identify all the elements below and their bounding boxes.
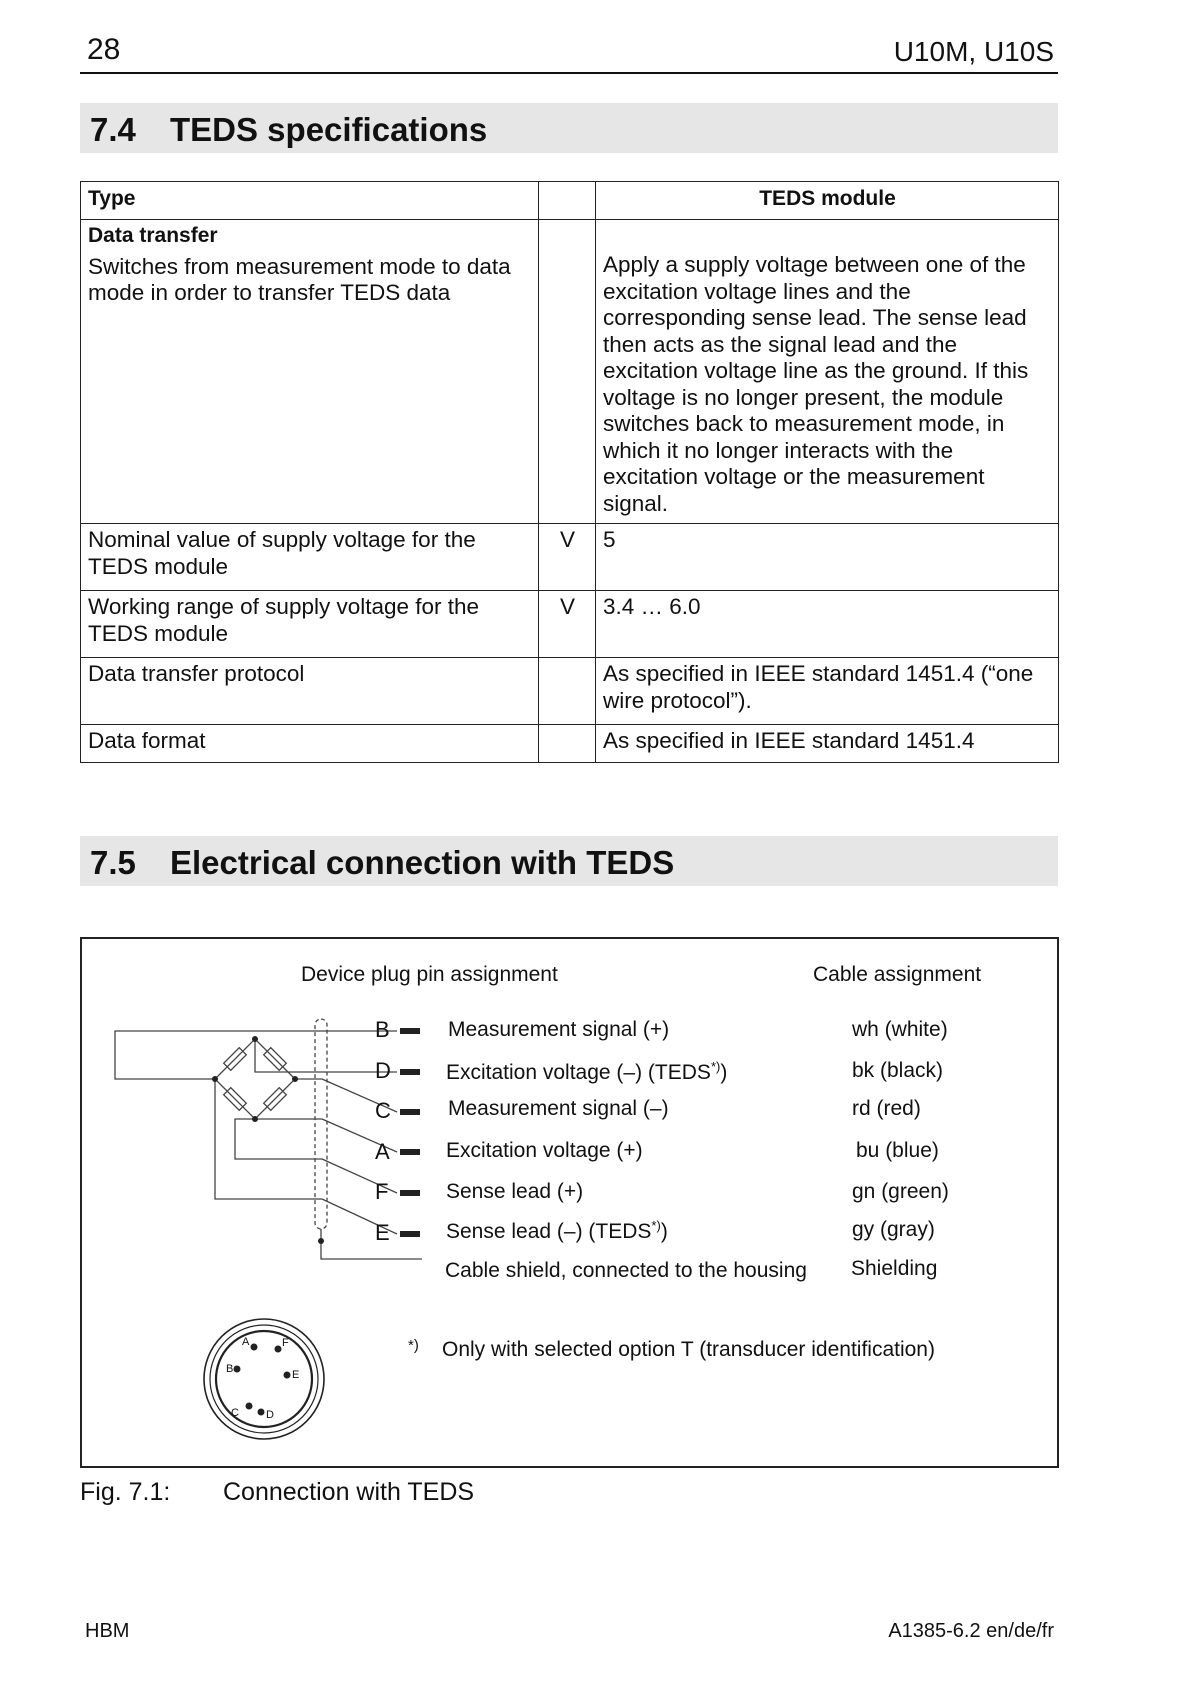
header-teds-module: TEDS module (596, 182, 1059, 220)
table-row (81, 220, 1059, 524)
footer-brand: HBM (85, 1620, 130, 1642)
pin-letter: A (375, 1139, 390, 1164)
row-unit (539, 658, 596, 725)
row-value: Apply a supply voltage between one of the excitation voltage lines and the corresponding sense lead. The sense lead then acts as the signal lead and the excitation voltage line as the ground. If this voltage is no longer present, the module switches back to measurement mode, in which it no longer interacts with the excitation voltage or the measurement signal. (596, 220, 1059, 524)
footnote-marker: *) (651, 1218, 661, 1233)
section-title: TEDS specifications (170, 111, 488, 148)
cable-color: rd (red) (852, 1097, 921, 1120)
row-value: As specified in IEEE standard 1451.4 (“one wire protocol”). (596, 658, 1059, 725)
footnote-marker: *) (710, 1059, 721, 1074)
row-value: 5 (596, 524, 1059, 591)
figure-caption-number: Fig. 7.1: (80, 1478, 171, 1506)
table-header-row (81, 182, 1059, 220)
row-unit (539, 725, 596, 763)
footnote-mark: *) (408, 1337, 419, 1354)
connector-label: B (226, 1363, 234, 1375)
cable-color: bk (black) (852, 1059, 944, 1082)
section-7-4-heading (80, 103, 1058, 153)
pin-letter: F (375, 1179, 389, 1204)
row-label: Nominal value of supply voltage for the TEDS module (81, 524, 539, 591)
connector-label: A (242, 1336, 250, 1348)
pin-assignment-header: Device plug pin assignment (301, 963, 558, 986)
pin-function: Measurement signal (+) (448, 1018, 670, 1041)
pin-letter: D (375, 1058, 391, 1083)
row-value: As specified in IEEE standard 1451.4 (596, 725, 1059, 763)
section-number: 7.5 (90, 844, 136, 881)
shield-function: Cable shield, connected to the housing (445, 1259, 807, 1282)
row-heading: Data transfer (88, 224, 218, 247)
row-label: Data format (81, 725, 539, 763)
table-row (81, 591, 1059, 658)
pin-function: Measurement signal (–) (448, 1097, 669, 1120)
connector-label: C (231, 1407, 239, 1419)
model-name: U10M, U10S (893, 36, 1054, 67)
row-value: 3.4 … 6.0 (596, 591, 1059, 658)
cable-color: gn (green) (852, 1180, 949, 1203)
row-unit: V (539, 591, 596, 658)
shield-cable: Shielding (851, 1257, 938, 1280)
pin-function: Excitation voltage (–) (TEDS*)) (446, 1059, 728, 1084)
pin-letter: B (375, 1017, 390, 1042)
section-7-5-heading (80, 836, 1058, 886)
cable-color: bu (blue) (856, 1139, 939, 1162)
section-title: Electrical connection with TEDS (170, 844, 675, 881)
pin-letter: E (375, 1220, 390, 1245)
row-label (81, 220, 539, 524)
header-rule (80, 72, 1058, 74)
row-label-text: Switches from measurement mode to data mode in order to transfer TEDS data (88, 253, 511, 305)
row-label: Data transfer protocol (81, 658, 539, 725)
table-row (81, 725, 1059, 763)
connection-diagram (80, 937, 1059, 1468)
cable-color: gy (gray) (852, 1218, 935, 1241)
connector-label: E (292, 1369, 300, 1381)
header-unit (539, 182, 596, 220)
pin-function: Excitation voltage (+) (446, 1139, 643, 1162)
row-unit: V (539, 524, 596, 591)
cable-color: wh (white) (852, 1018, 948, 1041)
table-row (81, 524, 1059, 591)
section-number: 7.4 (90, 111, 136, 148)
pin-function: Sense lead (+) (446, 1180, 584, 1203)
row-label: Working range of supply voltage for the TEDS module (81, 591, 539, 658)
cable-assignment-header: Cable assignment (813, 963, 982, 986)
teds-spec-table (80, 181, 1059, 763)
table-row (81, 658, 1059, 725)
connector-face-icon (204, 1319, 324, 1439)
connector-label: F (282, 1337, 289, 1349)
pin-letter: C (375, 1098, 391, 1123)
footnote-text: Only with selected option T (transducer identification) (442, 1338, 935, 1361)
footer-doc-id: A1385-6.2 en/de/fr (888, 1620, 1054, 1642)
connector-label: D (266, 1409, 274, 1421)
pin-function: Sense lead (–) (TEDS*)) (446, 1218, 668, 1243)
header-type: Type (81, 182, 539, 220)
page-number: 28 (87, 33, 121, 66)
figure-caption-text: Connection with TEDS (223, 1478, 475, 1506)
row-unit (539, 220, 596, 524)
